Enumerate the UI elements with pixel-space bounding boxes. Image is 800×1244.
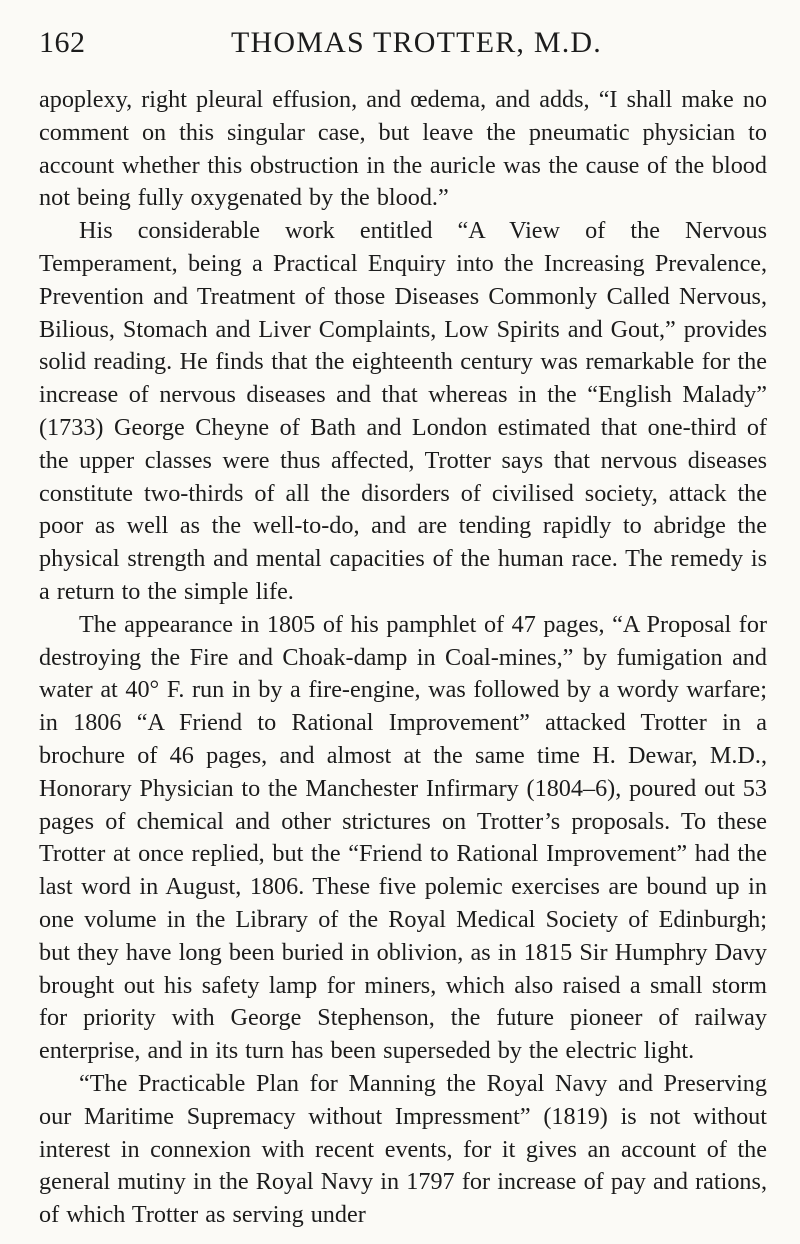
paragraph-4: “The Practicable Plan for Manning the Royal Navy and Preserving our Maritime Supremacy without Impressment” (1819) is not without interest in connexion with recent events, for it gives an account of the general mutiny in the Royal Navy in 1797 for increase of pay and rations, of which Trotter as serving under <box>39 1069 767 1229</box>
body-text <box>39 84 767 1232</box>
paragraph-1: apoplexy, right pleural effusion, and œdema, and adds, “I shall make no comment on this singular case, but leave the pneumatic physician to account whether this obstruction in the auricle was the cause of the blood not being fully oxygenated by the blood.” <box>39 86 767 212</box>
book-page <box>39 26 767 1232</box>
page-number: 162 <box>39 26 86 59</box>
page-header <box>39 26 767 66</box>
paragraph-3: The appearance in 1805 of his pamphlet of 47 pages, “A Proposal for destroying the Fire and Choak-damp in Coal-mines,” by fumigation and water at 40° F. run in by a fire-engine, was followed by a wordy warfare; in 1806 “A Friend to Rational Improvement” attacked Trotter in a brochure of 46 pages, and almost at the same time H. Dewar, M.D., Honorary Physician to the Manchester Infirmary (1804–6), poured out 53 pages of chemical and other strictures on Trotter’s proposals. To these Trotter at once replied, but the “Friend to Rational Improvement” had the last word in August, 1806. These five polemic exercises are bound up in one volume in the Library of the Royal Medical Society of Edinburgh; but they have long been buried in oblivion, as in 1815 Sir Humphry Davy brought out his safety lamp for miners, which also raised a small storm for priority with George Stephenson, the future pioneer of railway enterprise, and in its turn has been superseded by the electric light. <box>39 610 767 1065</box>
paragraph-2: His considerable work entitled “A View of the Nervous Temperament, being a Practical Enquiry into the Increasing Prevalence, Prevention and Treatment of those Diseases Commonly Called Nervous, Bilious, Stomach and Liver Complaints, Low Spirits and Gout,” provides solid reading. He finds that the eighteenth century was remarkable for the increase of nervous diseases and that whereas in the “English Malady” (1733) George Cheyne of Bath and London estimated that one-third of the upper classes were thus affected, Trotter says that nervous diseases constitute two-thirds of all the disorders of civilised society, attack the poor as well as the well-to-do, and are tending rapidly to abridge the physical strength and mental capacities of the human race. The remedy is a return to the simple life. <box>39 217 767 605</box>
running-title: THOMAS TROTTER, M.D. <box>231 26 602 59</box>
